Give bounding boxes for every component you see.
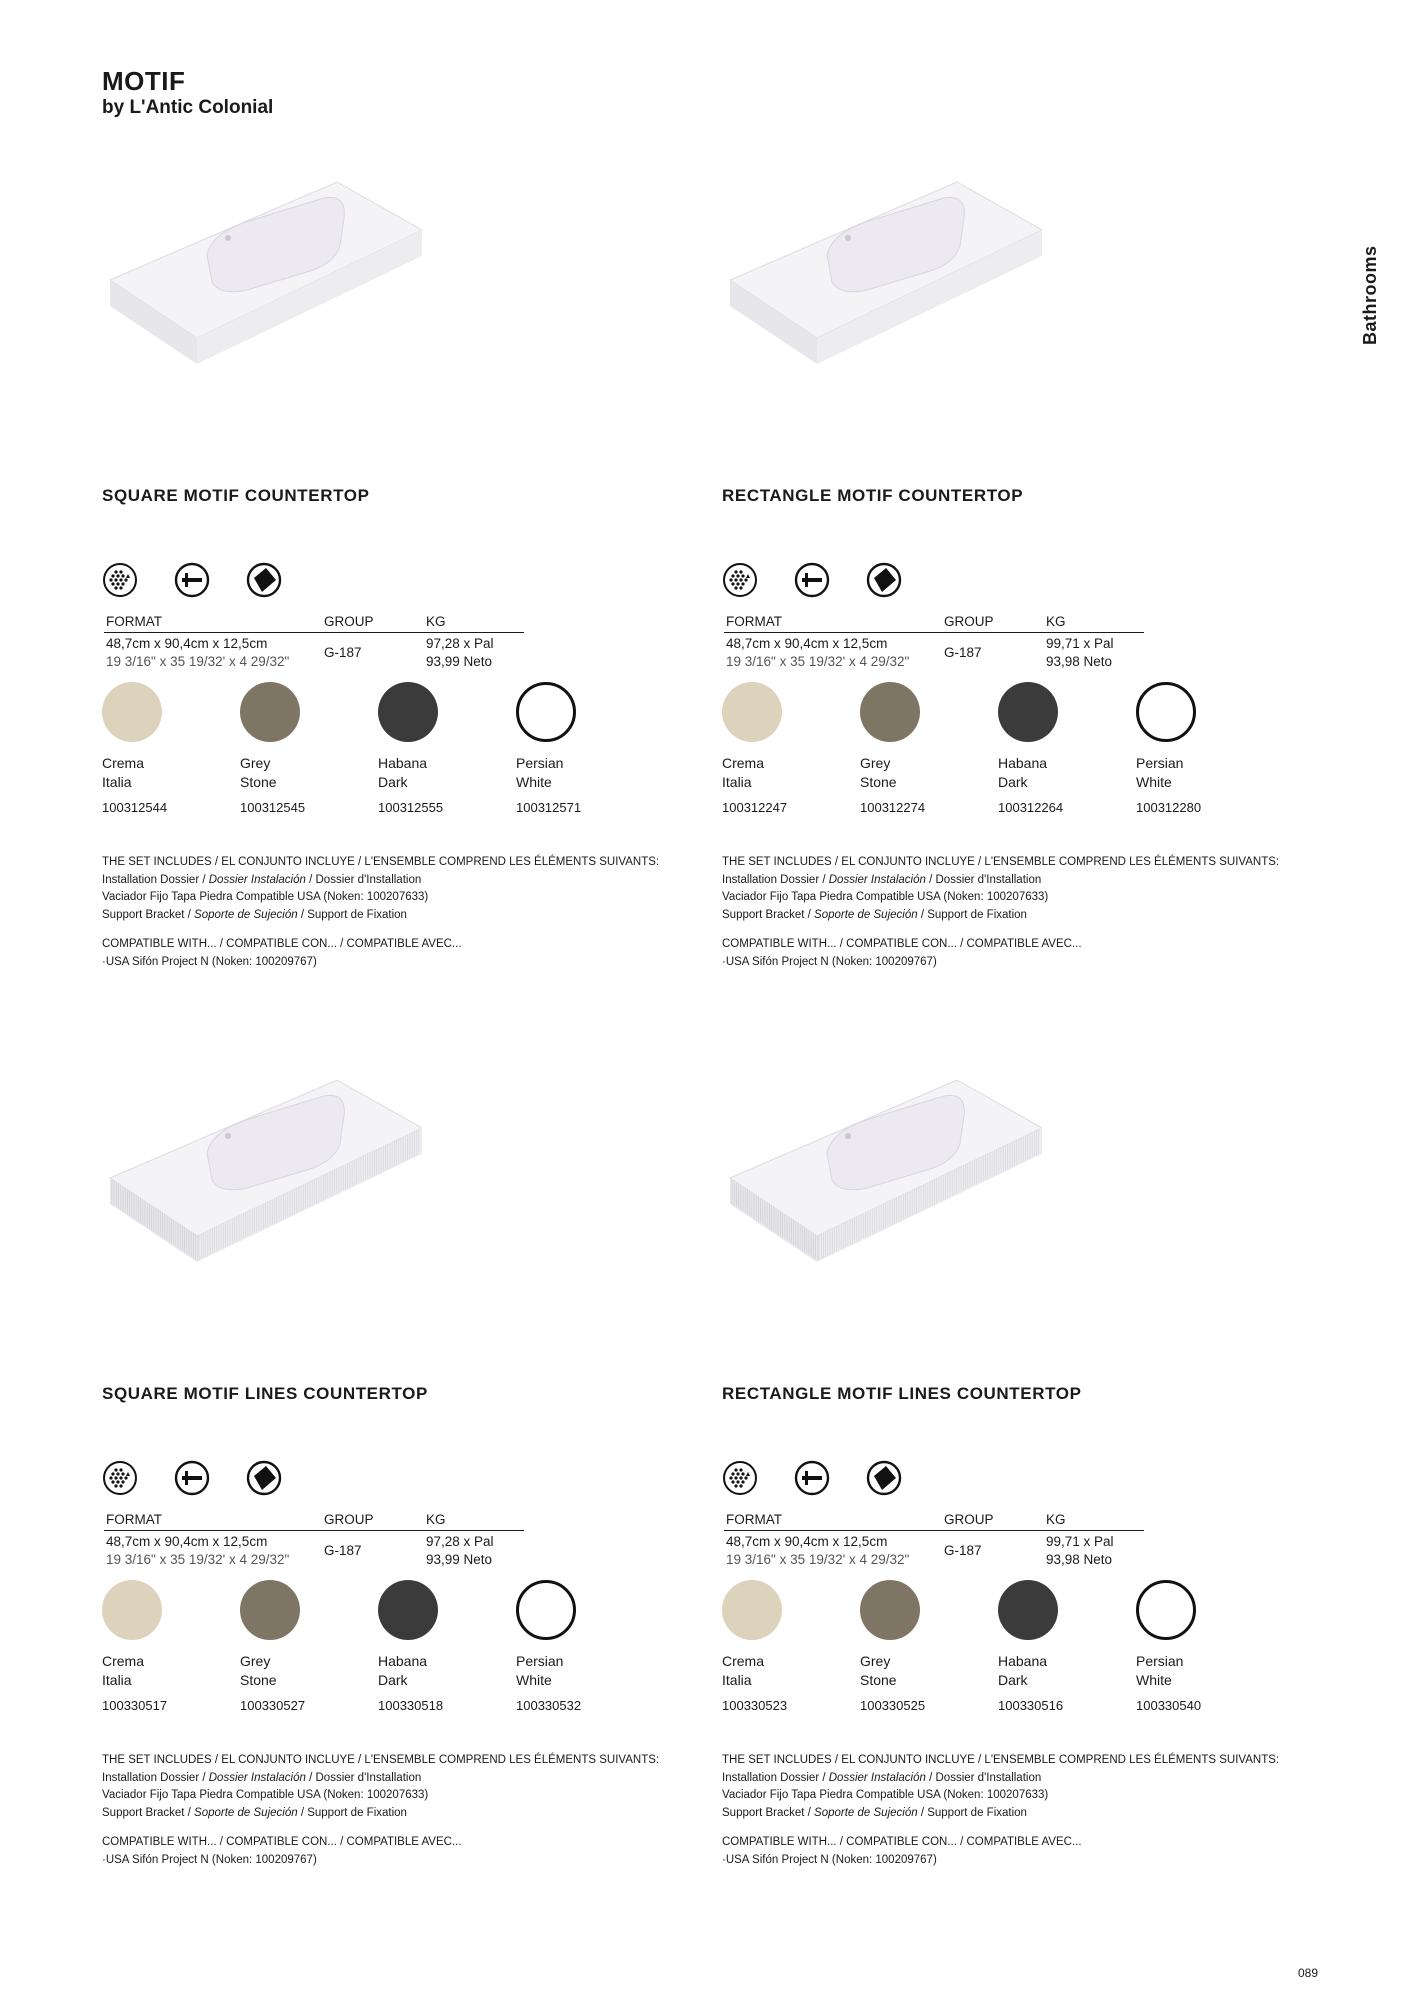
countertop-image	[102, 1058, 422, 1278]
swatch-code: 100312544	[102, 800, 168, 815]
swatch-name: Persian White	[1136, 1653, 1184, 1688]
section-side-label: Bathrooms	[1360, 245, 1380, 345]
swatch-name: Persian White	[516, 755, 564, 790]
swatch-name: Persian White	[516, 1653, 564, 1688]
kg-pal: 99,71 x Pal	[1046, 636, 1114, 651]
swatch-grey-stone	[240, 1580, 360, 1713]
swatch-code: 100312545	[240, 800, 306, 815]
wall-mount-icon	[794, 1460, 830, 1496]
swatch-name: Grey Stone	[240, 755, 277, 790]
swatch-name: Habana Dark	[998, 1653, 1048, 1688]
compatible-item: ·USA Sifón Project N (Noken: 100209767)	[102, 955, 317, 968]
swatch-persian-white	[1136, 1580, 1256, 1713]
group-value: G-187	[324, 1543, 362, 1558]
spec-table-header	[104, 1508, 524, 1531]
product-rectangle-motif-lines	[722, 978, 1322, 1866]
swatch-color	[378, 682, 438, 742]
countertop-image	[722, 160, 1042, 380]
solid-surface-icon	[866, 562, 902, 598]
swatch-code: 100330523	[722, 1698, 788, 1713]
swatch-color	[378, 1580, 438, 1640]
product-square-motif	[102, 80, 702, 968]
set-includes-line-1: Installation Dossier / Dossier Instalación / Dossier d'Installation	[722, 1771, 1042, 1784]
color-swatches	[102, 682, 702, 832]
countertop-image	[722, 1058, 1042, 1278]
swatch-code: 100330518	[378, 1698, 444, 1713]
set-includes-title: THE SET INCLUDES / EL CONJUNTO INCLUYE / L'ENSEMBLE COMPREND LES ÉLÉMENTS SUIVANTS:	[722, 1754, 1280, 1766]
compatible-item: ·USA Sifón Project N (Noken: 100209767)	[722, 1853, 937, 1866]
spec-table	[104, 1508, 524, 1571]
spec-table-row	[104, 633, 524, 673]
swatch-habana-dark	[998, 682, 1118, 815]
kg-neto: 93,98 Neto	[1046, 1552, 1113, 1567]
compatible-title: COMPATIBLE WITH... / COMPATIBLE CON... / COMPATIBLE AVEC...	[722, 938, 1082, 950]
set-includes	[722, 1752, 1322, 1822]
swatch-code: 100312571	[516, 800, 582, 815]
compatible-title: COMPATIBLE WITH... / COMPATIBLE CON... / COMPATIBLE AVEC...	[102, 938, 462, 950]
compatible-item: ·USA Sifón Project N (Noken: 100209767)	[102, 1853, 317, 1866]
format-inches: 19 3/16" x 35 19/32' x 4 29/32"	[106, 1552, 290, 1567]
dotted-circle-icon	[722, 1460, 758, 1496]
swatch-name: Habana Dark	[378, 1653, 428, 1688]
kg-header: KG	[1046, 1512, 1066, 1527]
set-includes	[722, 854, 1322, 924]
dotted-circle-icon	[102, 1460, 138, 1496]
swatch-color	[860, 1580, 920, 1640]
swatch-grey-stone	[860, 682, 980, 815]
spec-table-header	[724, 1508, 1144, 1531]
swatch-code: 100330532	[516, 1698, 582, 1713]
spec-table-header	[104, 610, 524, 633]
swatch-name: Crema Italia	[102, 755, 145, 790]
swatch-name: Persian White	[1136, 755, 1184, 790]
spec-table	[724, 610, 1144, 673]
swatch-color	[102, 682, 162, 742]
wall-mount-icon	[794, 562, 830, 598]
kg-neto: 93,99 Neto	[426, 654, 493, 669]
spec-table	[724, 1508, 1144, 1571]
solid-surface-icon	[866, 1460, 902, 1496]
spec-table	[104, 610, 524, 673]
product-rectangle-motif	[722, 80, 1322, 968]
color-swatches	[722, 682, 1322, 832]
swatch-name: Grey Stone	[860, 1653, 897, 1688]
set-includes-line-3: Support Bracket / Soporte de Sujeción / Support de Fixation	[102, 908, 407, 921]
swatch-color	[998, 1580, 1058, 1640]
kg-pal: 99,71 x Pal	[1046, 1534, 1114, 1549]
page-number: 089	[1297, 1966, 1318, 1980]
kg-neto: 93,98 Neto	[1046, 654, 1113, 669]
product-title: SQUARE MOTIF COUNTERTOP	[102, 486, 370, 505]
swatch-name: Grey Stone	[860, 755, 897, 790]
set-includes-title: THE SET INCLUDES / EL CONJUNTO INCLUYE / L'ENSEMBLE COMPREND LES ÉLÉMENTS SUIVANTS:	[102, 856, 660, 868]
swatch-name: Habana Dark	[378, 755, 428, 790]
swatch-code: 100330540	[1136, 1698, 1202, 1713]
format-header: FORMAT	[726, 1512, 782, 1527]
swatch-crema-italia	[722, 682, 842, 815]
swatch-persian-white	[516, 682, 636, 815]
format-header: FORMAT	[106, 1512, 162, 1527]
swatch-code: 100330517	[102, 1698, 168, 1713]
swatch-code: 100330527	[240, 1698, 306, 1713]
swatch-grey-stone	[860, 1580, 980, 1713]
kg-pal: 97,28 x Pal	[426, 1534, 494, 1549]
dotted-circle-icon	[102, 562, 138, 598]
swatch-name: Grey Stone	[240, 1653, 277, 1688]
group-value: G-187	[944, 1543, 982, 1558]
kg-header: KG	[426, 1512, 446, 1527]
group-header: GROUP	[324, 1512, 374, 1527]
product-title: RECTANGLE MOTIF COUNTERTOP	[722, 486, 1024, 505]
format-header: FORMAT	[106, 614, 162, 629]
set-includes	[102, 854, 702, 924]
swatch-code: 100330525	[860, 1698, 926, 1713]
spec-table-row	[724, 633, 1144, 673]
swatch-name: Habana Dark	[998, 755, 1048, 790]
group-header: GROUP	[324, 614, 374, 629]
swatch-code: 100330516	[998, 1698, 1064, 1713]
set-includes-line-2: Vaciador Fijo Tapa Piedra Compatible USA (Noken: 100207633)	[102, 1789, 429, 1801]
set-includes-title: THE SET INCLUDES / EL CONJUNTO INCLUYE / L'ENSEMBLE COMPREND LES ÉLÉMENTS SUIVANTS:	[722, 856, 1280, 868]
format-cm: 48,7cm x 90,4cm x 12,5cm	[726, 636, 888, 651]
swatch-name: Crema Italia	[102, 1653, 145, 1688]
swatch-crema-italia	[722, 1580, 842, 1713]
format-header: FORMAT	[726, 614, 782, 629]
color-swatches	[722, 1580, 1322, 1730]
wall-mount-icon	[174, 562, 210, 598]
set-includes-line-3: Support Bracket / Soporte de Sujeción / Support de Fixation	[722, 1806, 1027, 1819]
swatch-code: 100312247	[722, 800, 788, 815]
kg-pal: 97,28 x Pal	[426, 636, 494, 651]
brand-title: MOTIF	[102, 66, 186, 96]
compatible-with	[102, 1834, 702, 1869]
group-value: G-187	[324, 645, 362, 660]
solid-surface-icon	[246, 1460, 282, 1496]
swatch-color	[102, 1580, 162, 1640]
swatch-crema-italia	[102, 1580, 222, 1713]
set-includes-line-3: Support Bracket / Soporte de Sujeción / Support de Fixation	[722, 908, 1027, 921]
compatible-title: COMPATIBLE WITH... / COMPATIBLE CON... / COMPATIBLE AVEC...	[102, 1836, 462, 1848]
set-includes-line-1: Installation Dossier / Dossier Instalación / Dossier d'Installation	[102, 873, 422, 886]
brand-byline: by L'Antic Colonial	[102, 97, 274, 118]
kg-neto: 93,99 Neto	[426, 1552, 493, 1567]
swatch-color	[516, 682, 576, 742]
set-includes-line-2: Vaciador Fijo Tapa Piedra Compatible USA (Noken: 100207633)	[102, 891, 429, 903]
swatch-color	[1136, 1580, 1196, 1640]
compatible-with	[722, 1834, 1322, 1869]
swatch-grey-stone	[240, 682, 360, 815]
solid-surface-icon	[246, 562, 282, 598]
wall-mount-icon	[174, 1460, 210, 1496]
swatch-persian-white	[516, 1580, 636, 1713]
kg-header: KG	[1046, 614, 1066, 629]
swatch-color	[516, 1580, 576, 1640]
set-includes-title: THE SET INCLUDES / EL CONJUNTO INCLUYE / L'ENSEMBLE COMPREND LES ÉLÉMENTS SUIVANTS:	[102, 1754, 660, 1766]
compatible-title: COMPATIBLE WITH... / COMPATIBLE CON... / COMPATIBLE AVEC...	[722, 1836, 1082, 1848]
swatch-color	[998, 682, 1058, 742]
set-includes-line-1: Installation Dossier / Dossier Instalación / Dossier d'Installation	[722, 873, 1042, 886]
compatible-with	[102, 936, 702, 971]
swatch-persian-white	[1136, 682, 1256, 815]
swatch-color	[240, 1580, 300, 1640]
product-title: RECTANGLE MOTIF LINES COUNTERTOP	[722, 1384, 1082, 1403]
color-swatches	[102, 1580, 702, 1730]
swatch-crema-italia	[102, 682, 222, 815]
set-includes-line-1: Installation Dossier / Dossier Instalación / Dossier d'Installation	[102, 1771, 422, 1784]
swatch-habana-dark	[998, 1580, 1118, 1713]
swatch-color	[240, 682, 300, 742]
spec-table-row	[104, 1531, 524, 1571]
product-square-motif-lines	[102, 978, 702, 1866]
group-value: G-187	[944, 645, 982, 660]
format-inches: 19 3/16" x 35 19/32' x 4 29/32"	[726, 654, 910, 669]
compatible-item: ·USA Sifón Project N (Noken: 100209767)	[722, 955, 937, 968]
set-includes-line-2: Vaciador Fijo Tapa Piedra Compatible USA (Noken: 100207633)	[722, 1789, 1049, 1801]
swatch-color	[1136, 682, 1196, 742]
set-includes	[102, 1752, 702, 1822]
format-inches: 19 3/16" x 35 19/32' x 4 29/32"	[106, 654, 290, 669]
swatch-color	[860, 682, 920, 742]
group-header: GROUP	[944, 614, 994, 629]
spec-table-row	[724, 1531, 1144, 1571]
product-title: SQUARE MOTIF LINES COUNTERTOP	[102, 1384, 428, 1403]
countertop-image	[102, 160, 422, 380]
format-cm: 48,7cm x 90,4cm x 12,5cm	[106, 1534, 268, 1549]
format-cm: 48,7cm x 90,4cm x 12,5cm	[106, 636, 268, 651]
swatch-color	[722, 682, 782, 742]
swatch-code: 100312264	[998, 800, 1064, 815]
set-includes-line-3: Support Bracket / Soporte de Sujeción / Support de Fixation	[102, 1806, 407, 1819]
spec-table-header	[724, 610, 1144, 633]
kg-header: KG	[426, 614, 446, 629]
swatch-habana-dark	[378, 1580, 498, 1713]
format-cm: 48,7cm x 90,4cm x 12,5cm	[726, 1534, 888, 1549]
swatch-name: Crema Italia	[722, 1653, 765, 1688]
swatch-code: 100312555	[378, 800, 444, 815]
swatch-color	[722, 1580, 782, 1640]
swatch-name: Crema Italia	[722, 755, 765, 790]
swatch-code: 100312274	[860, 800, 926, 815]
group-header: GROUP	[944, 1512, 994, 1527]
dotted-circle-icon	[722, 562, 758, 598]
compatible-with	[722, 936, 1322, 971]
format-inches: 19 3/16" x 35 19/32' x 4 29/32"	[726, 1552, 910, 1567]
swatch-code: 100312280	[1136, 800, 1202, 815]
swatch-habana-dark	[378, 682, 498, 815]
set-includes-line-2: Vaciador Fijo Tapa Piedra Compatible USA (Noken: 100207633)	[722, 891, 1049, 903]
